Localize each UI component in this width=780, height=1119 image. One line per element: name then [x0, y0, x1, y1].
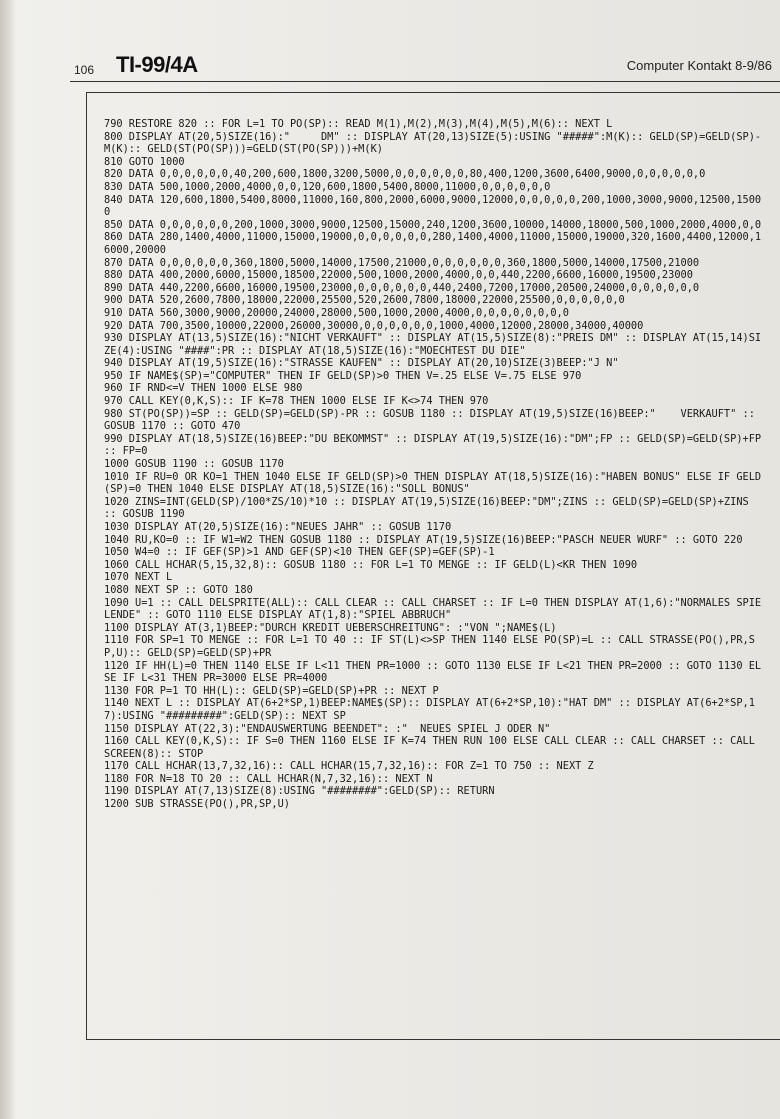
- code-line: 990 DISPLAY AT(18,5)SIZE(16)BEEP:"DU BEKOMMST" :: DISPLAY AT(19,5)SIZE(16):"DM";FP :: GELD(SP)=GELD(SP)+FP :: FP=0: [104, 432, 768, 458]
- code-line: 1170 CALL HCHAR(13,7,32,16):: CALL HCHAR(15,7,32,16):: FOR Z=1 TO 750 :: NEXT Z: [104, 760, 594, 773]
- code-line: 1140 NEXT L :: DISPLAY AT(6+2*SP,1)BEEP:NAME$(SP):: DISPLAY AT(6+2*SP,10):"HAT DM" :: DISPLAY AT(6+2*SP,17):USING "#########":GELD(SP):: NEXT SP: [104, 697, 755, 722]
- code-line: 900 DATA 520,2600,7800,18000,22000,25500,520,2600,7800,18000,22000,25500,0,0,0,0,0,0: [104, 294, 625, 307]
- code-line: 820 DATA 0,0,0,0,0,0,40,200,600,1800,3200,5000,0,0,0,0,0,0,80,400,1200,3600,6400,9000,0,0,0,0,0,0: [104, 168, 706, 181]
- code-line: 830 DATA 500,1000,2000,4000,0,0,120,600,1800,5400,8000,11000,0,0,0,0,0,0: [104, 180, 551, 193]
- code-line: 1000 GOSUB 1190 :: GOSUB 1170: [104, 458, 284, 471]
- code-line: 1150 DISPLAY AT(22,3):"ENDAUSWERTUNG BEENDET": :" NEUES SPIEL J ODER N": [104, 722, 551, 735]
- page-number: 106: [74, 63, 95, 77]
- code-line: 810 GOTO 1000: [104, 155, 185, 168]
- code-line: 870 DATA 0,0,0,0,0,0,360,1800,5000,14000,17500,21000,0,0,0,0,0,0,360,1800,5000,14000,17500,21000: [104, 256, 700, 269]
- code-line: 850 DATA 0,0,0,0,0,0,200,1000,3000,9000,12500,15000,240,1200,3600,10000,14000,18000,500,1000,2000,4000,0,0: [104, 218, 762, 231]
- code-line: 1040 RU,KO=0 :: IF W1=W2 THEN GOSUB 1180 :: DISPLAY AT(19,5)SIZE(16)BEEP:"PASCH NEUER WURF" :: GOTO 220: [104, 533, 743, 546]
- code-line: 1090 U=1 :: CALL DELSPRITE(ALL):: CALL CLEAR :: CALL CHARSET :: IF L=0 THEN DISPLAY AT(1,6):"NORMALES SPIELENDE" :: GOTO 1110 ELSE DISPLAY AT(1,8):"SPIEL ABBRUCH": [104, 596, 762, 622]
- page-header: [70, 52, 780, 82]
- code-line: 1060 CALL HCHAR(5,15,32,8):: GOSUB 1180 :: FOR L=1 TO MENGE :: IF GELD(L)<KR THEN 1090: [104, 558, 638, 571]
- code-line: 930 DISPLAY AT(13,5)SIZE(16):"NICHT VERKAUFT" :: DISPLAY AT(15,5)SIZE(8):"PREIS DM" :: DISPLAY AT(15,14)SIZE(4):USING "####":PR :: DISPLAY AT(18,5)SIZE(16):"MOECHTEST DU DIE": [104, 332, 762, 357]
- code-line: 1160 CALL KEY(0,K,S):: IF S=0 THEN 1160 ELSE IF K=74 THEN RUN 100 ELSE CALL CLEAR :: CALL CHARSET :: CALL SCREEN(8):: STOP: [104, 735, 762, 760]
- code-line: 890 DATA 440,2200,6600,16000,19500,23000,0,0,0,0,0,0,440,2400,7200,17000,20500,24000,0,0,0,0,0,0: [104, 281, 700, 294]
- code-line: 960 IF RND<=V THEN 1000 ELSE 980: [104, 382, 303, 395]
- code-line: 1010 IF RU=0 OR KO=1 THEN 1040 ELSE IF GELD(SP)>0 THEN DISPLAY AT(18,5)SIZE(16):"HABEN BONUS" ELSE IF GELD(SP)=0 THEN 1040 ELSE DISPLAY AT(18,5)SIZE(16):"SOLL BONUS": [104, 470, 762, 496]
- code-line: 790 RESTORE 820 :: FOR L=1 TO PO(SP):: READ M(1),M(2),M(3),M(4),M(5),M(6):: NEXT L: [104, 118, 613, 130]
- magazine-title: TI-99/4A: [116, 52, 198, 77]
- code-line: 1100 DISPLAY AT(3,1)BEEP:"DURCH KREDIT UEBERSCHREITUNG": :"VON ";NAME$(L): [104, 621, 557, 634]
- code-line: 1180 FOR N=18 TO 20 :: CALL HCHAR(N,7,32,16):: NEXT N: [104, 772, 433, 785]
- basic-listing: [104, 118, 768, 811]
- code-line: 1080 NEXT SP :: GOTO 180: [104, 583, 253, 596]
- code-line: 1050 W4=0 :: IF GEF(SP)>1 AND GEF(SP)<10 THEN GEF(SP)=GEF(SP)-1: [104, 546, 495, 559]
- code-line: 940 DISPLAY AT(19,5)SIZE(16):"STRASSE KAUFEN" :: DISPLAY AT(20,10)SIZE(3)BEEP:"J N": [104, 357, 619, 370]
- code-line: 1130 FOR P=1 TO HH(L):: GELD(SP)=GELD(SP)+PR :: NEXT P: [104, 684, 439, 697]
- code-line: 840 DATA 120,600,1800,5400,8000,11000,160,800,2000,6000,9000,12000,0,0,0,0,0,200,1000,3000,9000,12500,15000: [104, 193, 762, 219]
- code-line: 980 ST(PO(SP))=SP :: GELD(SP)=GELD(SP)-PR :: GOSUB 1180 :: DISPLAY AT(19,5)SIZE(16)BEEP:" VERKAUFT" :: GOSUB 1170 :: GOTO 470: [104, 407, 762, 433]
- code-line: 800 DISPLAY AT(20,5)SIZE(16):" DM" :: DISPLAY AT(20,13)SIZE(5):USING "#####":M(K):: GELD(SP)=GELD(SP)-M(K):: GELD(ST(PO(SP)))=GELD(ST(PO(SP)))+M(K): [104, 130, 762, 156]
- code-line: 1120 IF HH(L)=0 THEN 1140 ELSE IF L<11 THEN PR=1000 :: GOTO 1130 ELSE IF L<21 THEN PR=2000 :: GOTO 1130 ELSE IF L<31 THEN PR=3000 ELSE PR=4000: [104, 659, 762, 685]
- code-line: 1110 FOR SP=1 TO MENGE :: FOR L=1 TO 40 :: IF ST(L)<>SP THEN 1140 ELSE PO(SP)=L :: CALL STRASSE(PO(),PR,SP,U):: GELD(SP)=GELD(SP)+PR: [104, 634, 755, 659]
- code-line: 1020 ZINS=INT(GELD(SP)/100*ZS/10)*10 :: DISPLAY AT(19,5)SIZE(16)BEEP:"DM";ZINS :: GELD(SP)=GELD(SP)+ZINS :: GOSUB 1190: [104, 495, 755, 521]
- code-line: 950 IF NAME$(SP)="COMPUTER" THEN IF GELD(SP)>0 THEN V=.25 ELSE V=.75 ELSE 970: [104, 369, 582, 382]
- code-line: 1200 SUB STRASSE(PO(),PR,SP,U): [104, 798, 290, 811]
- header-rule: [70, 81, 780, 82]
- code-line: 880 DATA 400,2000,6000,15000,18500,22000,500,1000,2000,4000,0,0,440,2200,6600,16000,19500,23000: [104, 269, 693, 282]
- code-line: 1190 DISPLAY AT(7,13)SIZE(8):USING "########":GELD(SP):: RETURN: [104, 785, 495, 798]
- code-line: 920 DATA 700,3500,10000,22000,26000,30000,0,0,0,0,0,0,1000,4000,12000,28000,34000,40000: [104, 319, 644, 332]
- code-line: 910 DATA 560,3000,9000,20000,24000,28000,500,1000,2000,4000,0,0,0,0,0,0,0,0: [104, 306, 569, 319]
- code-line: 1070 NEXT L: [104, 571, 173, 584]
- code-line: 970 CALL KEY(0,K,S):: IF K=78 THEN 1000 ELSE IF K<>74 THEN 970: [104, 395, 489, 408]
- code-line: 860 DATA 280,1400,4000,11000,15000,19000,0,0,0,0,0,0,280,1400,4000,11000,15000,19000,320,1600,4400,12000,16000,20000: [104, 231, 762, 256]
- issue-label: Computer Kontakt 8-9/86: [626, 58, 772, 73]
- code-line: 1030 DISPLAY AT(20,5)SIZE(16):"NEUES JAHR" :: GOSUB 1170: [104, 521, 452, 533]
- page-fold-shadow: [0, 0, 16, 1119]
